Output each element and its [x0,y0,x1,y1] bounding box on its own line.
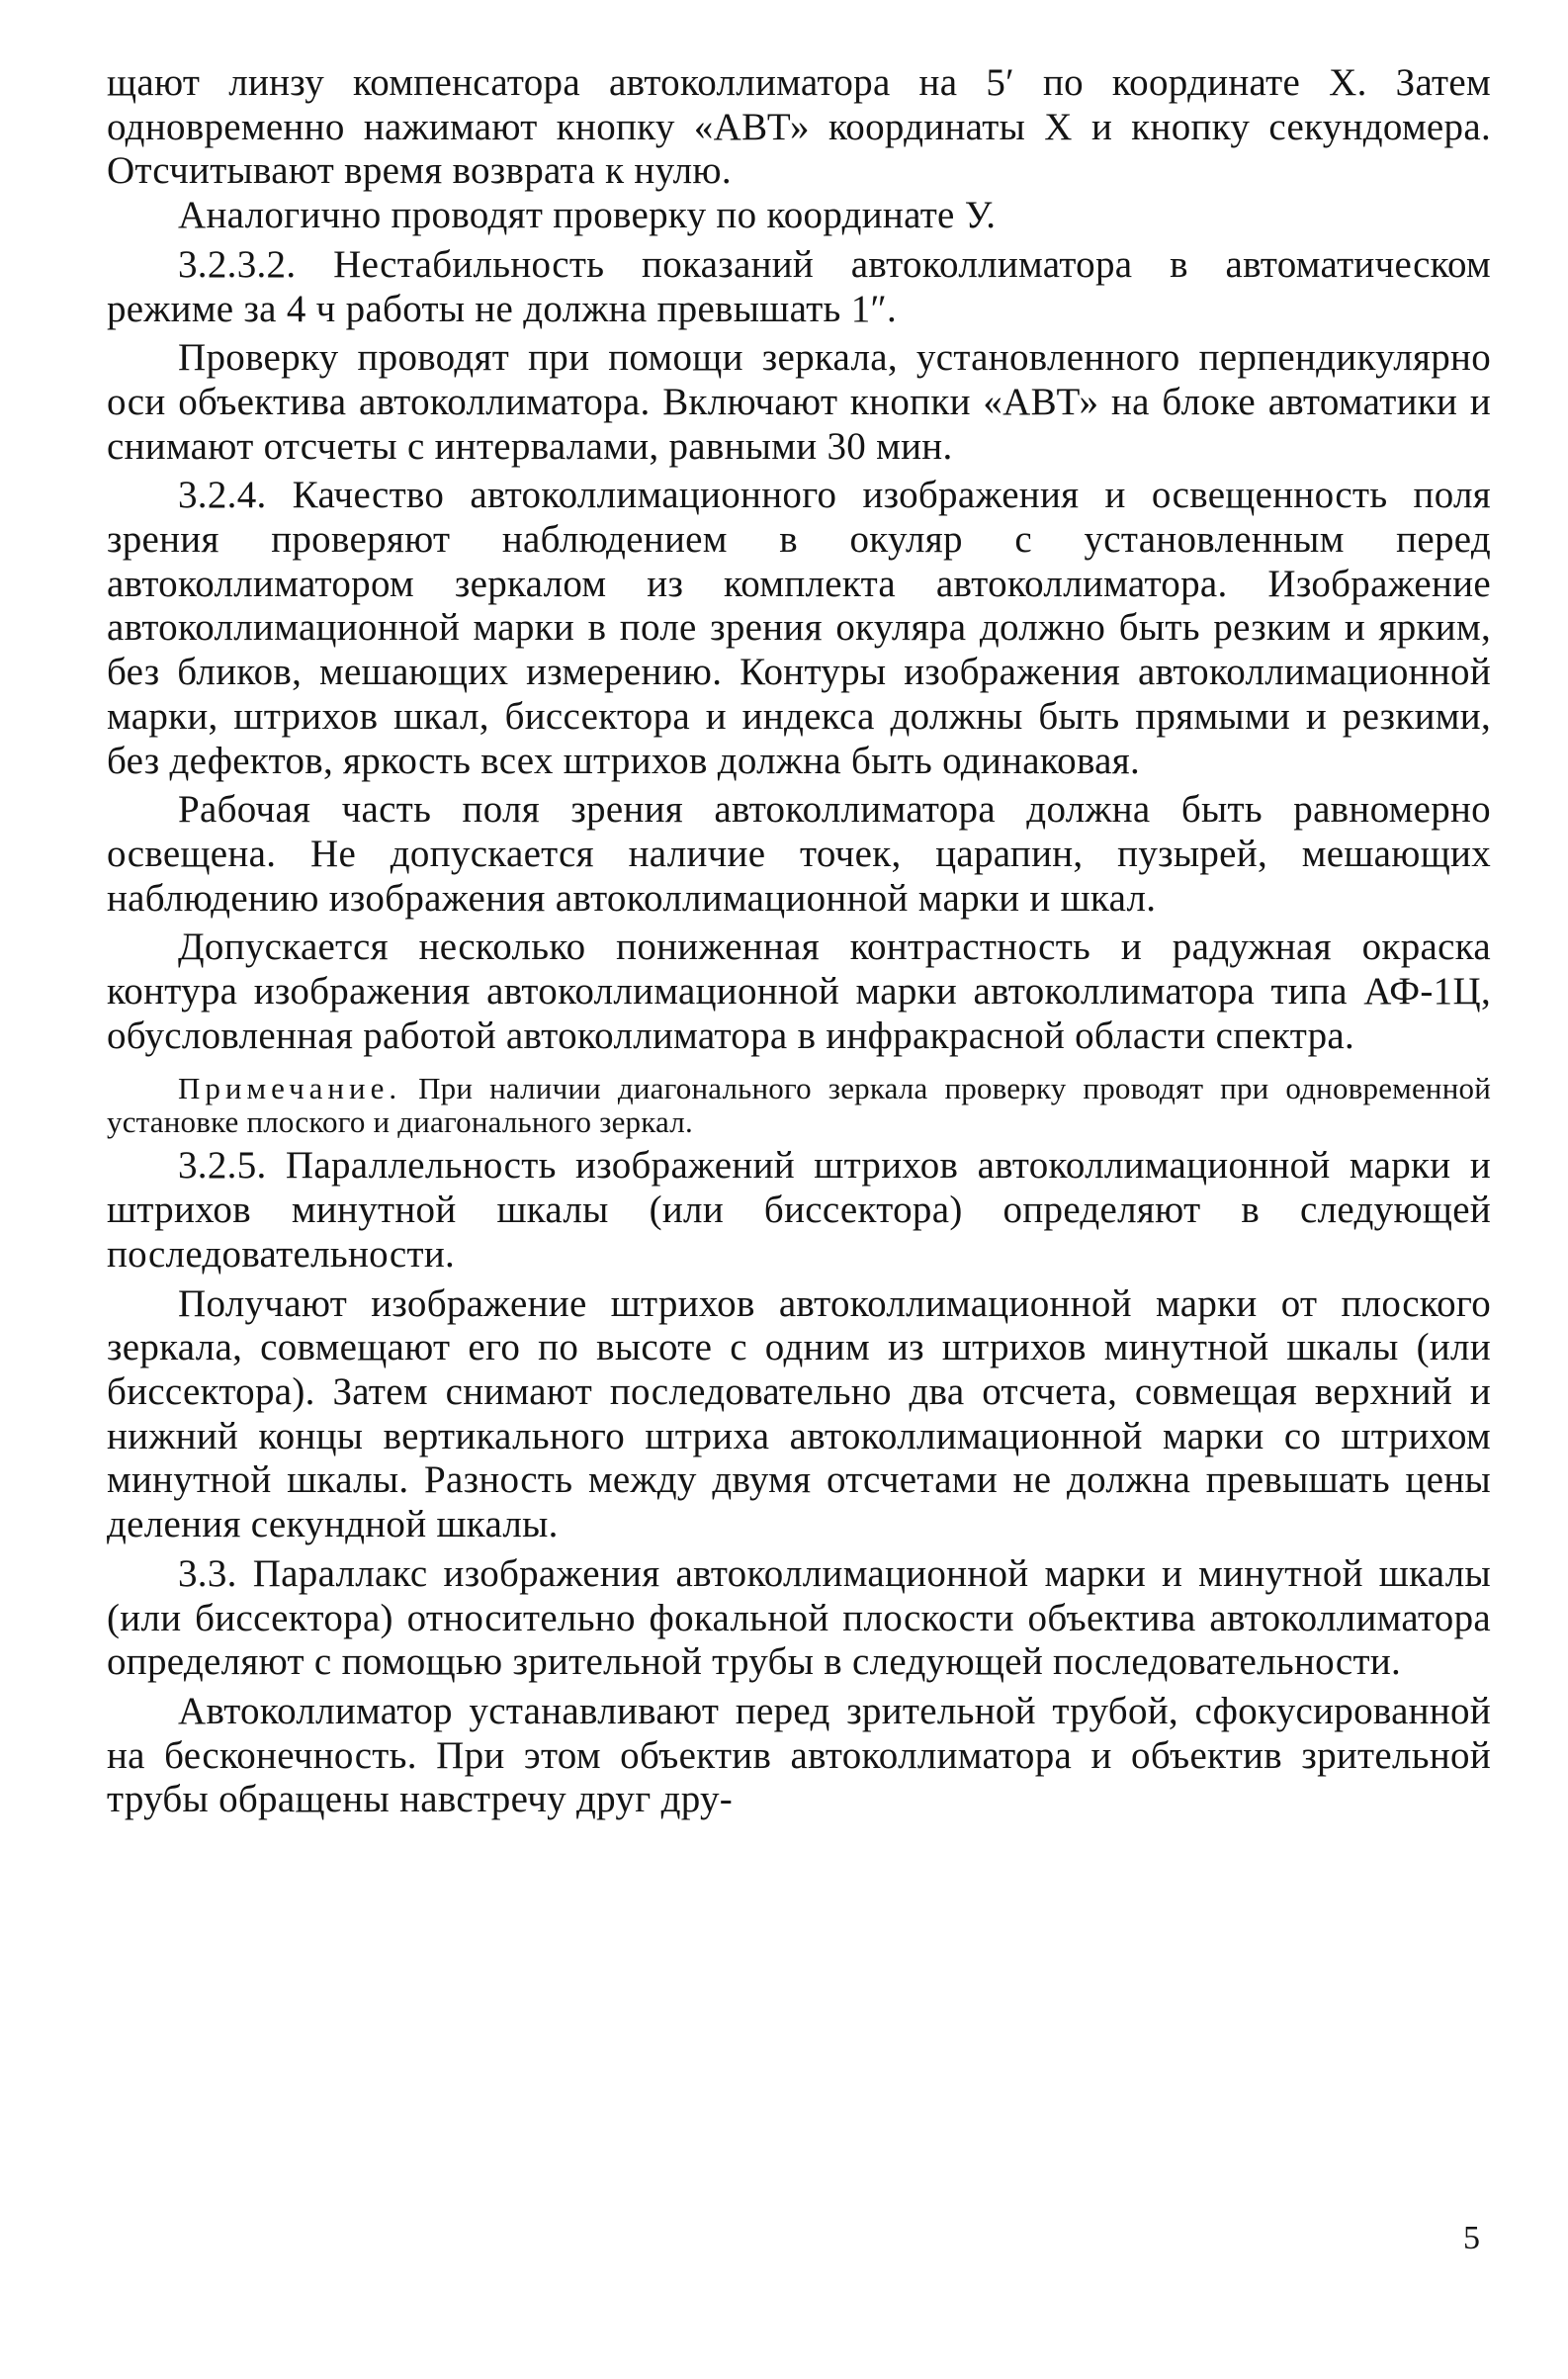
paragraph-3-2-3-2: 3.2.3.2. Нестабильность показаний автоколлиматора в автоматическом режиме за 4 ч работы не должна превышать 1″. [107,242,1491,330]
note-label: Примечание. [178,1071,402,1106]
note [107,1072,1491,1139]
page-number: 5 [1463,2220,1480,2256]
paragraph-3-2-5: 3.2.5. Параллельность изображений штрихов автоколлимационной марки и штрихов минутной шкалы (или биссектора) определяют в следующей последовательности. [107,1144,1491,1276]
paragraph-check-mirror: Проверку проводят при помощи зеркала, установленного перпендикулярно оси объектива автоколлиматора. Включают кнопки «АВТ» на блоке автоматики и снимают отсчеты с интервалами, равными 30 мин. [107,336,1491,468]
paragraph-telescope: Автоколлиматор устанавливают перед зрительной трубой, сфокусированной на бесконечность. При этом объектив автоколлиматора и объектив зрительной трубы обращены навстречу друг дру- [107,1689,1491,1821]
paragraph-minute-scale: Получают изображение штрихов автоколлимационной марки от плоского зеркала, совмещают его по высоте с одним из штрихов минутной шкалы (или биссектора). Затем снимают последовательно два отсчета, совмещая верхний и нижний концы вертикального штриха автоколлимационной марки со штрихом минутной шкалы. Разность между двумя отсчетами не должна превышать цены деления секундной шкалы. [107,1281,1491,1546]
paragraph-coordinate-y: Аналогично проводят проверку по координате У. [178,194,997,237]
paragraph-field-illumination: Рабочая часть поля зрения автоколлиматора должна быть равномерно освещена. Не допускается наличие точек, царапин, пузырей, мешающих наблюдению изображения автоколлимационной марки и шкал. [107,788,1491,920]
paragraph-contrast: Допускается несколько пониженная контрастность и радужная окраска контура изображения автоколлимационной марки автоколлиматора типа АФ-1Ц, обусловленная работой автоколлиматора в инфракрасной области спектра. [107,925,1491,1057]
body-text [107,61,1491,1822]
paragraph-continuation: щают линзу компенсатора автоколлиматора на 5′ по координате X. Затем одновременно нажимают кнопку «АВТ» координаты X и кнопку секундомера. Отсчитывают время возврата к нулю. [107,61,1491,193]
paragraph-3-3: 3.3. Параллакс изображения автоколлимационной марки и минутной шкалы (или биссектора) относительно фокальной плоскости объектива автоколлиматора определяют с помощью зрительной трубы в следующей последовательности. [107,1551,1491,1684]
note-text: При наличии диагонального зеркала проверку проводят при одновременной установке плоского и диагонального зеркал. [107,1071,1492,1140]
paragraph-3-2-4: 3.2.4. Качество автоколлимационного изображения и освещенность поля зрения проверяют наблюдением в окуляр с установленным перед автоколлиматором зеркалом из комплекта автоколлиматора. Изображение автоколлимационной марки в поле зрения окуляра должно быть резким и ярким, без бликов, мешающих измерению. Контуры изображения автоколлимационной марки, штрихов шкал, биссектора и индекса должны быть прямыми и резкими, без дефектов, яркость всех штрихов должна быть одинаковая. [107,474,1491,782]
